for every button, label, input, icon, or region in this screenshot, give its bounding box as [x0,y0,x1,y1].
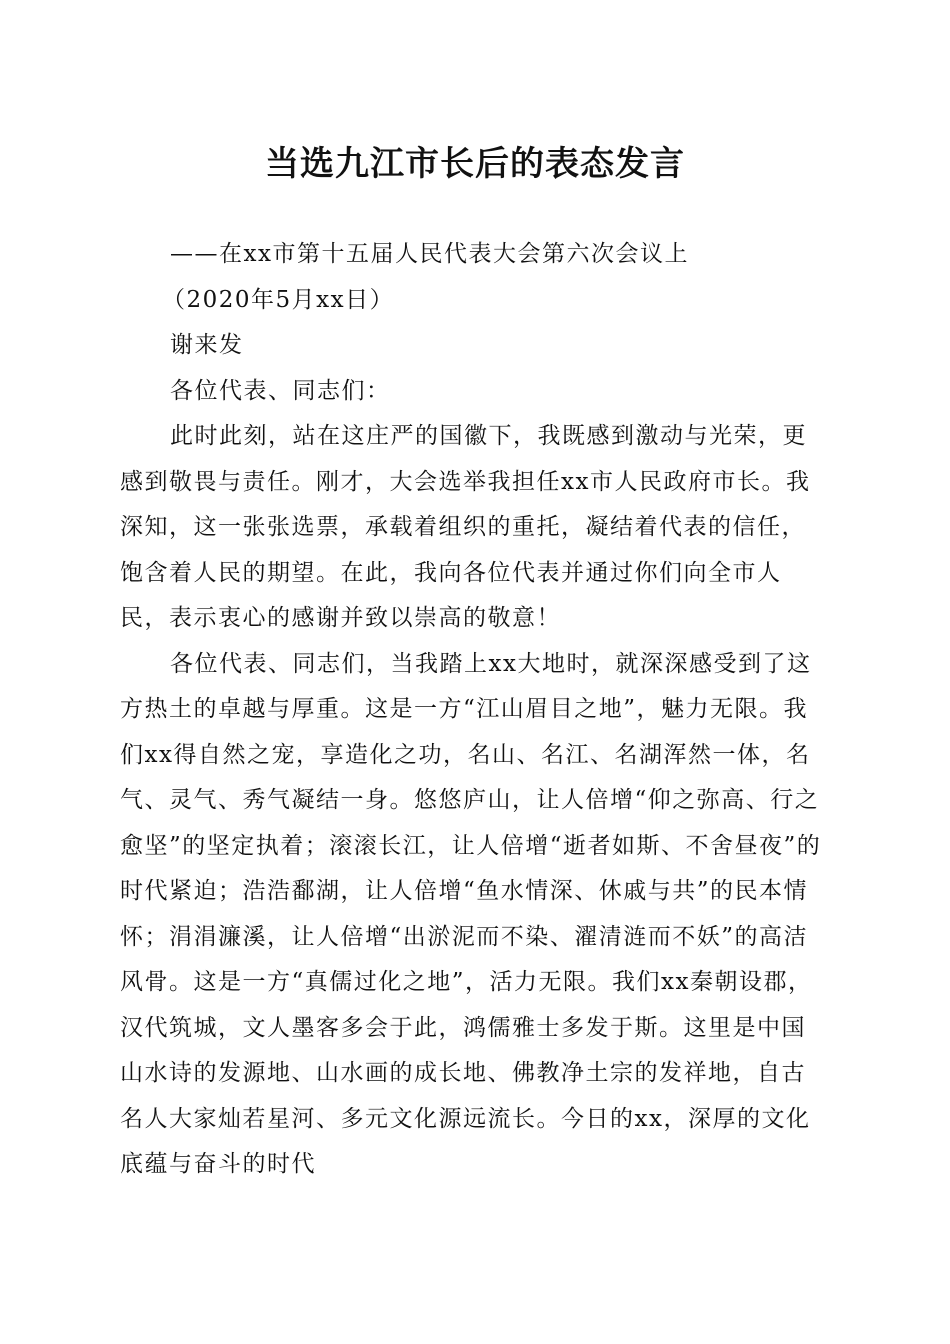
body-paragraph-2: 各位代表、同志们，当我踏上xx大地时，就深深感受到了这方热土的卓越与厚重。这是一方“江山眉目之地”，魅力无限。我们xx得自然之宠，享造化之功，名山、名江、名湖浑然一体，名气、灵气、秀气凝结一身。悠悠庐山，让人倍增“仰之弥高、行之愈坚”的坚定执着；滚滚长江，让人倍增“逝者如斯、不舍昼夜”的时代紧迫；浩浩鄱湖，让人倍增“鱼水情深、休戚与共”的民本情怀；涓涓濂溪，让人倍增“出淤泥而不染、濯清涟而不妖”的高洁风骨。这是一方“真儒过化之地”，活力无限。我们xx秦朝设郡，汉代筑城，文人墨客多会于此，鸿儒雅士多发于斯。这里是中国山水诗的发源地、山水画的成长地、佛教净土宗的发祥地，自古名人大家灿若星河、多元文化源远流长。今日的xx，深厚的文化底蕴与奋斗的时代 [120,650,822,1177]
document-salutation: 各位代表、同志们： [170,377,391,404]
document-author: 谢来发 [170,332,244,358]
document-title: 当选九江市长后的表态发言 [265,144,685,184]
document-subtitle: ——在xx市第十五届人民代表大会第六次会议上 [170,241,689,267]
document-body [120,232,830,1188]
document-date: （2020年5月xx日） [162,286,395,313]
body-paragraph-1: 此时此刻，站在这庄严的国徽下，我既感到激动与光荣，更感到敬畏与责任。刚才，大会选举我担任xx市人民政府市长。我深知，这一张张选票，承载着组织的重托，凝结着代表的信任，饱含着人民的期望。在此，我向各位代表并通过你们向全市人民，表示衷心的感谢并致以崇高的敬意！ [120,423,811,631]
